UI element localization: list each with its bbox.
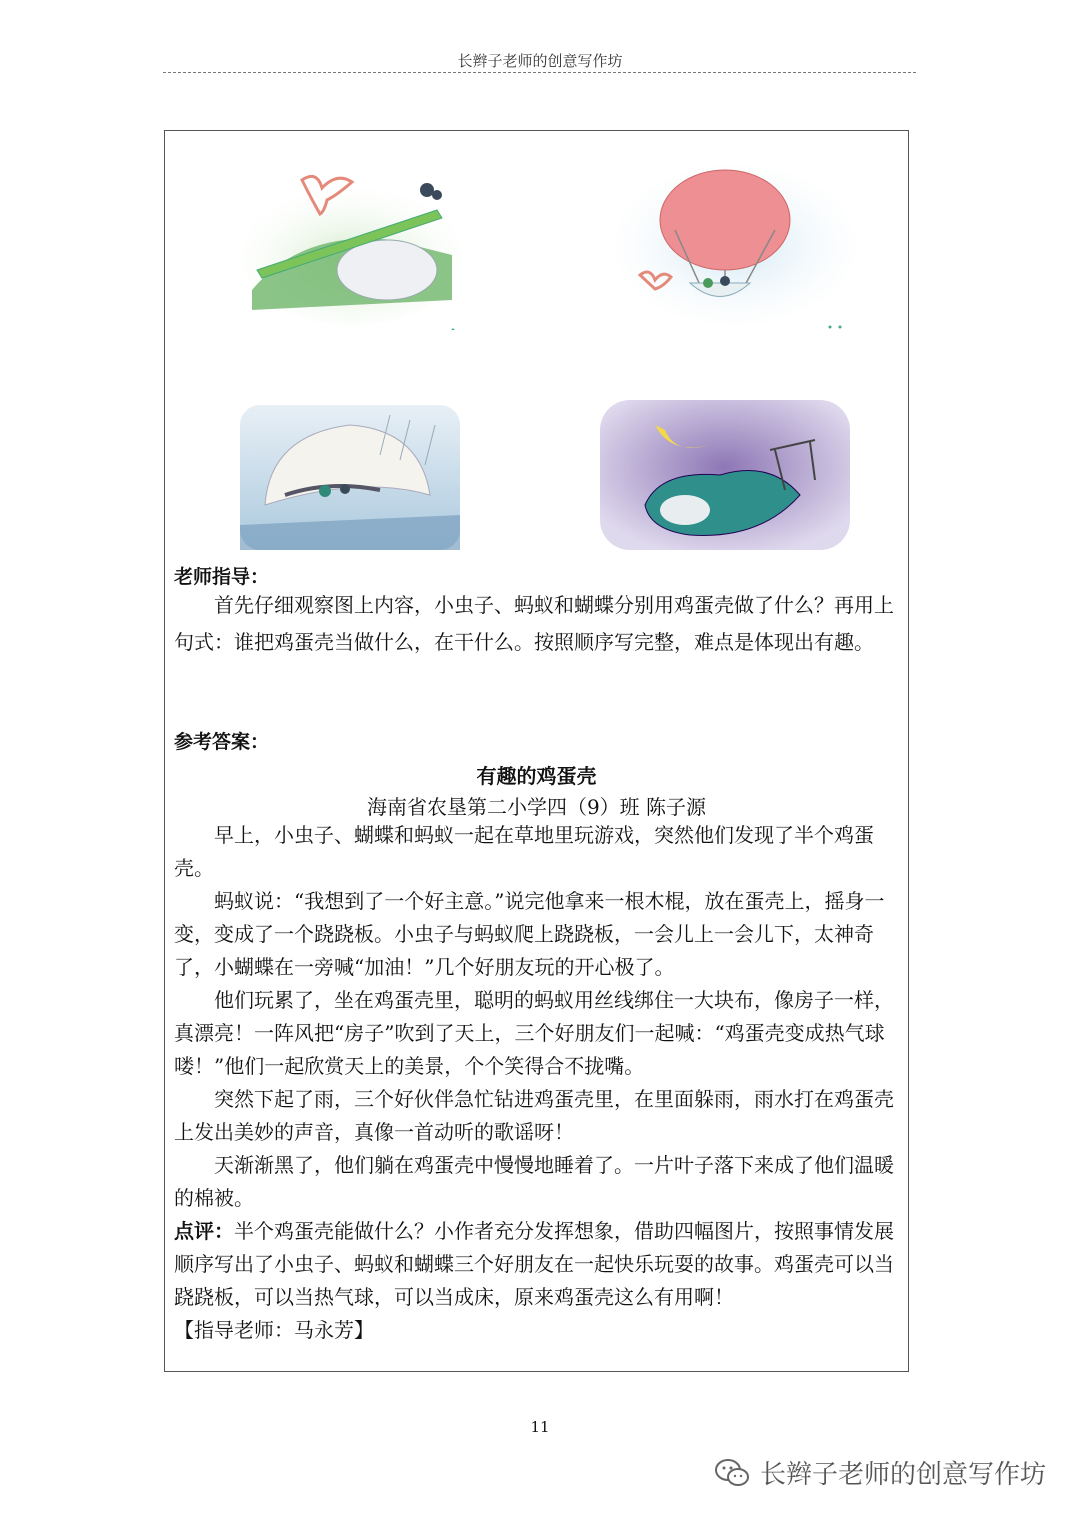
guidance-label: 老师指导： <box>174 566 270 588</box>
essay-paragraph: 早上，小虫子、蝴蝶和蚂蚁一起在草地里玩游戏，突然他们发现了半个鸡蛋壳。 <box>174 823 874 880</box>
essay-author: 海南省农垦第二小学四（9）班 陈子源 <box>366 795 707 819</box>
rain-shelter-eggshell-illustration <box>240 395 460 550</box>
essay-paragraph: 他们玩累了，坐在鸡蛋壳里，聪明的蚂蚁用丝线绑住一大块布，像房子一样，真漂亮！一阵风把“房子”吹到了天上，三个好朋友们一起喊：“鸡蛋壳变成热气球喽！”他们一起欣赏天上的美景，个个笑得合不拢嘴。 <box>174 988 894 1078</box>
seesaw-eggshell-illustration <box>242 170 462 330</box>
essay-body <box>174 819 902 1347</box>
essay-paragraph: 突然下起了雨，三个好伙伴急忙钻进鸡蛋壳里，在里面躲雨，雨水打在鸡蛋壳上发出美妙的声音，真像一首动听的歌谣呀！ <box>174 1087 894 1144</box>
wechat-icon <box>714 1458 750 1488</box>
bed-eggshell-illustration <box>600 400 850 550</box>
watermark-text: 长辫子老师的创意写作坊 <box>759 1460 1046 1490</box>
watermark <box>714 1454 1046 1491</box>
essay-title: 有趣的鸡蛋壳 <box>476 764 597 788</box>
essay-paragraph: 天渐渐黑了，他们躺在鸡蛋壳中慢慢地睡着了。一片叶子落下来成了他们温暖的棉被。 <box>174 1153 894 1210</box>
guidance-text: 首先仔细观察图上内容，小虫子、蚂蚁和蝴蝶分别用鸡蛋壳做了什么？再用上句式：谁把鸡蛋壳当做什么，在干什么。按照顺序写完整，难点是体现出有趣。 <box>174 593 894 654</box>
review-label: 点评： <box>174 1219 234 1243</box>
review-text: 半个鸡蛋壳能做什么？小作者充分发挥想象，借助四幅图片，按照事情发展顺序写出了小虫子、蚂蚁和蝴蝶三个好朋友在一起快乐玩耍的故事。鸡蛋壳可以当跷跷板，可以当热气球，可以当成床，原来鸡蛋壳这么有用啊！ <box>174 1219 894 1309</box>
balloon-eggshell-illustration <box>615 165 855 330</box>
review-block <box>174 1215 902 1314</box>
page-header-title: 长辫子老师的创意写作坊 <box>457 52 623 70</box>
teacher-credit: 【指导老师：马永芳】 <box>174 1318 374 1342</box>
essay-paragraph: 蚂蚁说：“我想到了一个好主意。”说完他拿来一根木棍，放在蛋壳上，摇身一变，变成了一个跷跷板。小虫子与蚂蚁爬上跷跷板，一会儿上一会儿下，太神奇了，小蝴蝶在一旁喊“加油！”几个好朋友玩的开心极了。 <box>174 889 885 979</box>
answer-label: 参考答案： <box>174 731 270 753</box>
header-divider <box>163 72 916 73</box>
page-number: 11 <box>530 1418 550 1436</box>
